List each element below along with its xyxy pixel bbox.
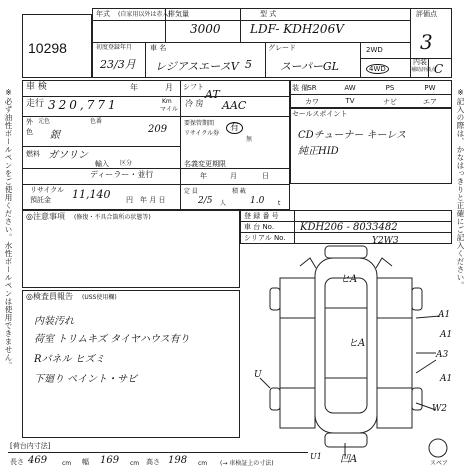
name-change-day: 日 [262, 172, 269, 180]
row-divider [360, 58, 410, 59]
mark-right-w2: W2 [432, 404, 447, 414]
recycle-value: 11,140 [72, 188, 111, 201]
row-divider [8, 452, 308, 453]
serial-label: シリアル No. [244, 234, 286, 242]
recycle-sub: 預託金 [30, 196, 51, 204]
load-label: 積 載 [232, 188, 246, 195]
inspection-year: 年 [130, 83, 138, 92]
row-divider [22, 184, 290, 185]
interior-value: C [434, 62, 444, 76]
width-unit: cm [130, 460, 140, 467]
equip-label: 装 備 [292, 84, 309, 92]
row-divider [22, 146, 180, 147]
dimensions-label: [荷台内寸法] [10, 442, 51, 450]
form-main [92, 8, 452, 78]
grade-value: スーパーGL [280, 60, 339, 73]
equip-cell-r1-3: PW [424, 84, 436, 92]
fourwd-circle: 4WD [366, 64, 389, 74]
displacement-label: 排気量 [168, 10, 189, 18]
model-label: 型 式 [260, 10, 277, 18]
chassis-label: 車 台 No. [244, 223, 275, 231]
left-side-note: ※必ず油性ボールペンをご使用ください。水性ボールペンは使用できません。 [4, 88, 13, 370]
name-change-label: 名義変更期限 [184, 160, 226, 168]
equip-cell-r1-0: SR [307, 84, 317, 92]
load-unit: t [278, 200, 281, 207]
mark-left-u: U [254, 370, 262, 380]
recycle-label: リサイクル [30, 186, 65, 194]
mark-right-a1: A1 [440, 330, 453, 340]
equip-cell-r1-1: AW [344, 84, 356, 92]
notes-box [22, 210, 240, 288]
col-divider [165, 8, 166, 42]
displacement-value: 3000 [190, 22, 221, 36]
ac-value: AAC [222, 99, 247, 112]
mileage-label: 走行 [26, 99, 45, 109]
load-value: 1.0 [250, 196, 265, 206]
inspection-month: 月 [165, 83, 173, 92]
reg-number-label: 登 録 番 号 [244, 212, 279, 220]
twowd-label: 2WD [366, 46, 383, 54]
mark-right-a1-bottom: A1 [440, 374, 453, 384]
recycle-ticket-label: リサイクル券 [184, 130, 220, 137]
color-code-label: 色番 [90, 118, 103, 125]
inspection-label: 車 検 [26, 82, 47, 92]
fuel-label: 燃料 [26, 150, 40, 158]
first-reg-value: 23/3月 [100, 58, 136, 71]
year-label: 年式 [96, 10, 110, 18]
grade-label: グレード [268, 44, 296, 52]
right-side-note: ※記入の際は、かなはっきりと正確にご記入ください。 [456, 88, 465, 290]
name-change-month: 月 [230, 172, 237, 180]
col-divider [360, 42, 361, 78]
row-divider [22, 168, 290, 169]
shift-label: シフト [183, 83, 204, 91]
rating-label: 評価点 [416, 10, 437, 18]
dealer-label: ディーラー・並行 [90, 170, 154, 179]
notes-subtitle: (修復・不具合箇所の状態等) [74, 214, 151, 221]
import-category: 区分 [120, 160, 133, 167]
length-unit: cm [62, 460, 72, 467]
row-divider [22, 116, 290, 117]
car-name-label: 車 名 [150, 44, 167, 52]
equip-cell-r2-1: TV [345, 97, 355, 105]
owner-yes [226, 122, 243, 134]
fuel-value: ガソリン [48, 150, 88, 161]
col-divider [145, 42, 146, 78]
equip-cell-r2-0: カワ [305, 98, 319, 106]
recycle-unit: 円 [126, 196, 133, 204]
height-unit: cm [198, 460, 208, 467]
recycle-hold-label: 要保管期間 [184, 120, 215, 127]
mark-right-a3: A3 [436, 350, 449, 360]
equip-cell-r2-3: エア [423, 98, 437, 106]
spare-label: スペア [430, 460, 449, 467]
import-label: 輸入 [95, 160, 109, 168]
inspector-subtitle: (USS使用欄) [82, 294, 117, 301]
ac-label: 冷 房 [185, 99, 204, 108]
owner-yes-circle: 有 [226, 122, 243, 134]
interior-sub: 補助評価点 [411, 67, 437, 73]
mileage-value: 320,771 [48, 98, 119, 112]
shift-value: AT [205, 88, 220, 101]
mark-left-wall: ヒA [348, 338, 366, 349]
equip-cell-r2-2: ナビ [383, 98, 397, 106]
color-original-label: 元色 [38, 118, 51, 125]
mark-roof: ヒA [340, 274, 358, 285]
notes-title: ◎注意事項 [26, 212, 65, 221]
mark-right-a1-top: A1 [438, 310, 451, 320]
rating-value: 3 [420, 30, 433, 54]
color-value: 銀 [50, 130, 60, 141]
width-label: 幅 [82, 458, 89, 466]
row-divider [92, 20, 410, 21]
chassis-value: KDH206 - 8033482 [300, 222, 398, 233]
sales-point-line2: 純正HID [298, 146, 339, 157]
col-divider [428, 58, 429, 78]
inspector-line-4: 下廻り ペイント・サビ [34, 374, 138, 385]
owner-no: 無 [246, 136, 253, 143]
width-value: 169 [100, 455, 120, 466]
color-label-1: 外 [26, 118, 33, 126]
row-divider [290, 94, 452, 95]
mark-top: Y2W3 [372, 236, 399, 246]
mark-bottom: 凹A [340, 454, 358, 465]
row-divider [240, 232, 452, 233]
height-label: 高さ [146, 458, 160, 466]
row-divider [22, 96, 290, 97]
lot-number: 10298 [28, 40, 67, 56]
capacity-value: 2/5 [198, 196, 213, 206]
year-note: (自家用以外は赤入) [118, 11, 171, 18]
row-divider [92, 42, 410, 43]
inspector-line-3: Rパネル ヒズミ [34, 354, 105, 365]
car-name-extra: 5 [245, 58, 252, 71]
deposit-date: 年 月 日 [140, 196, 166, 204]
capacity-label: 定 員 [184, 188, 198, 195]
length-label: 長さ [10, 458, 24, 466]
car-name-value: レジアスエースV [155, 60, 239, 73]
color-label-2: 色 [26, 128, 33, 136]
mileage-unit-km: Km [162, 98, 172, 105]
inspector-line-1: 内装汚れ [34, 316, 74, 327]
interior-label: 内装 [413, 58, 427, 66]
capacity-unit: 人 [220, 200, 227, 207]
col-divider [240, 8, 241, 42]
mark-bottom-u: U1 [310, 452, 322, 461]
equip-cell-r1-2: PS [385, 84, 395, 92]
color-code-value: 209 [148, 124, 168, 135]
model-code-value: LDF- KDH206V [250, 22, 344, 36]
col-divider [180, 80, 181, 210]
row-divider [240, 221, 452, 222]
height-value: 198 [168, 455, 188, 466]
length-value: 469 [28, 455, 48, 466]
first-reg-label: 初度登録年月 [96, 44, 133, 51]
inspector-title: ◎検査員報告 [26, 292, 73, 301]
mileage-unit-mile: マイル [160, 106, 178, 113]
sales-point-line1: CDチューナー キーレス [298, 130, 407, 141]
name-change-year: 年 [200, 172, 207, 180]
fourwd-label [366, 64, 389, 74]
col-divider [265, 42, 266, 78]
sales-point-label: セールスポイント [292, 110, 348, 118]
inspector-line-2: 荷室 トリムキズ タイヤハウス有り [34, 334, 190, 345]
dimensions-note: (→ 車検証上の寸法) [220, 460, 274, 467]
